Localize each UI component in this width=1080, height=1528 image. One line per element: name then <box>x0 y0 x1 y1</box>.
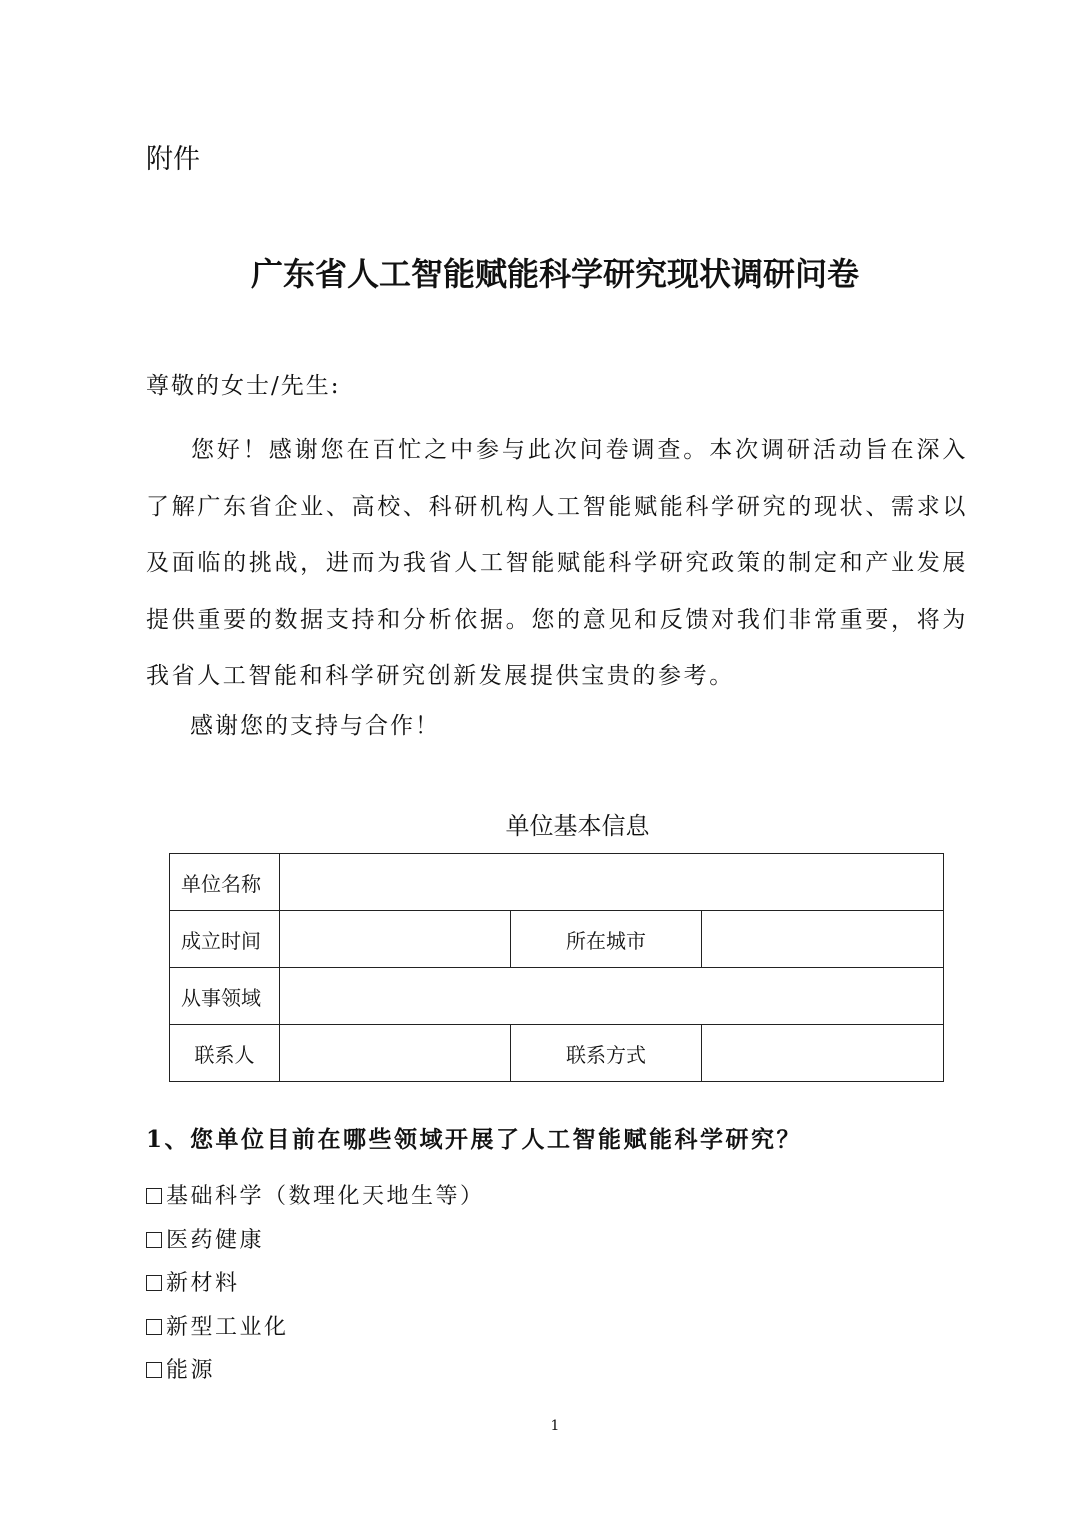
checkbox-icon[interactable] <box>146 1362 162 1378</box>
checkbox-icon[interactable] <box>146 1319 162 1335</box>
info-table-title: 单位基本信息 <box>505 812 650 840</box>
contact-method-field[interactable] <box>702 1025 944 1082</box>
city-field[interactable] <box>702 911 944 968</box>
checkbox-icon[interactable] <box>146 1275 162 1291</box>
question-1-options <box>146 1175 485 1393</box>
city-label: 所在城市 <box>511 911 702 968</box>
option-label: 医药健康 <box>166 1227 265 1253</box>
option-item[interactable] <box>146 1262 485 1306</box>
page-number: 1 <box>550 1418 560 1434</box>
option-label: 能源 <box>166 1358 216 1383</box>
option-label: 新型工业化 <box>166 1314 289 1340</box>
table-row <box>170 1025 944 1082</box>
field-field[interactable] <box>280 968 944 1025</box>
document-title: 广东省人工智能赋能科学研究现状调研问卷 <box>250 255 859 293</box>
option-label: 基础科学（数理化天地生等） <box>166 1184 485 1209</box>
attachment-label: 附件 <box>146 144 200 175</box>
contact-field[interactable] <box>280 1025 511 1082</box>
founded-field[interactable] <box>280 911 511 968</box>
letter-thanks: 感谢您的支持与合作！ <box>190 713 440 739</box>
option-item[interactable] <box>146 1175 485 1219</box>
option-item[interactable] <box>146 1349 485 1393</box>
checkbox-icon[interactable] <box>146 1188 162 1204</box>
option-item[interactable] <box>146 1306 485 1350</box>
table-row <box>170 911 944 968</box>
letter-greeting: 尊敬的女士/先生: <box>146 373 341 399</box>
unit-info-table <box>169 853 944 1082</box>
table-row <box>170 968 944 1025</box>
unit-name-label: 单位名称 <box>170 854 280 911</box>
field-label: 从事领域 <box>170 968 280 1025</box>
option-label: 新材料 <box>166 1271 240 1296</box>
founded-label: 成立时间 <box>170 911 280 968</box>
table-row <box>170 854 944 911</box>
question-1: 1、您单位目前在哪些领域开展了人工智能赋能科学研究？ <box>146 1126 803 1153</box>
checkbox-icon[interactable] <box>146 1232 162 1248</box>
option-item[interactable] <box>146 1219 485 1263</box>
letter-body: 您好！感谢您在百忙之中参与此次问卷调查。本次调研活动旨在深入了解广东省企业、高校、科研机构人工智能赋能科学研究的现状、需求以及面临的挑战，进而为我省人工智能赋能科学研究政策的制定和产业发展提供重要的数据支持和分析依据。您的意见和反馈对我们非常重要，将为我省人工智能和科学研究创新发展提供宝贵的参考。 <box>146 437 968 689</box>
contact-label: 联系人 <box>170 1025 280 1082</box>
contact-method-label: 联系方式 <box>511 1025 702 1082</box>
unit-name-field[interactable] <box>280 854 944 911</box>
